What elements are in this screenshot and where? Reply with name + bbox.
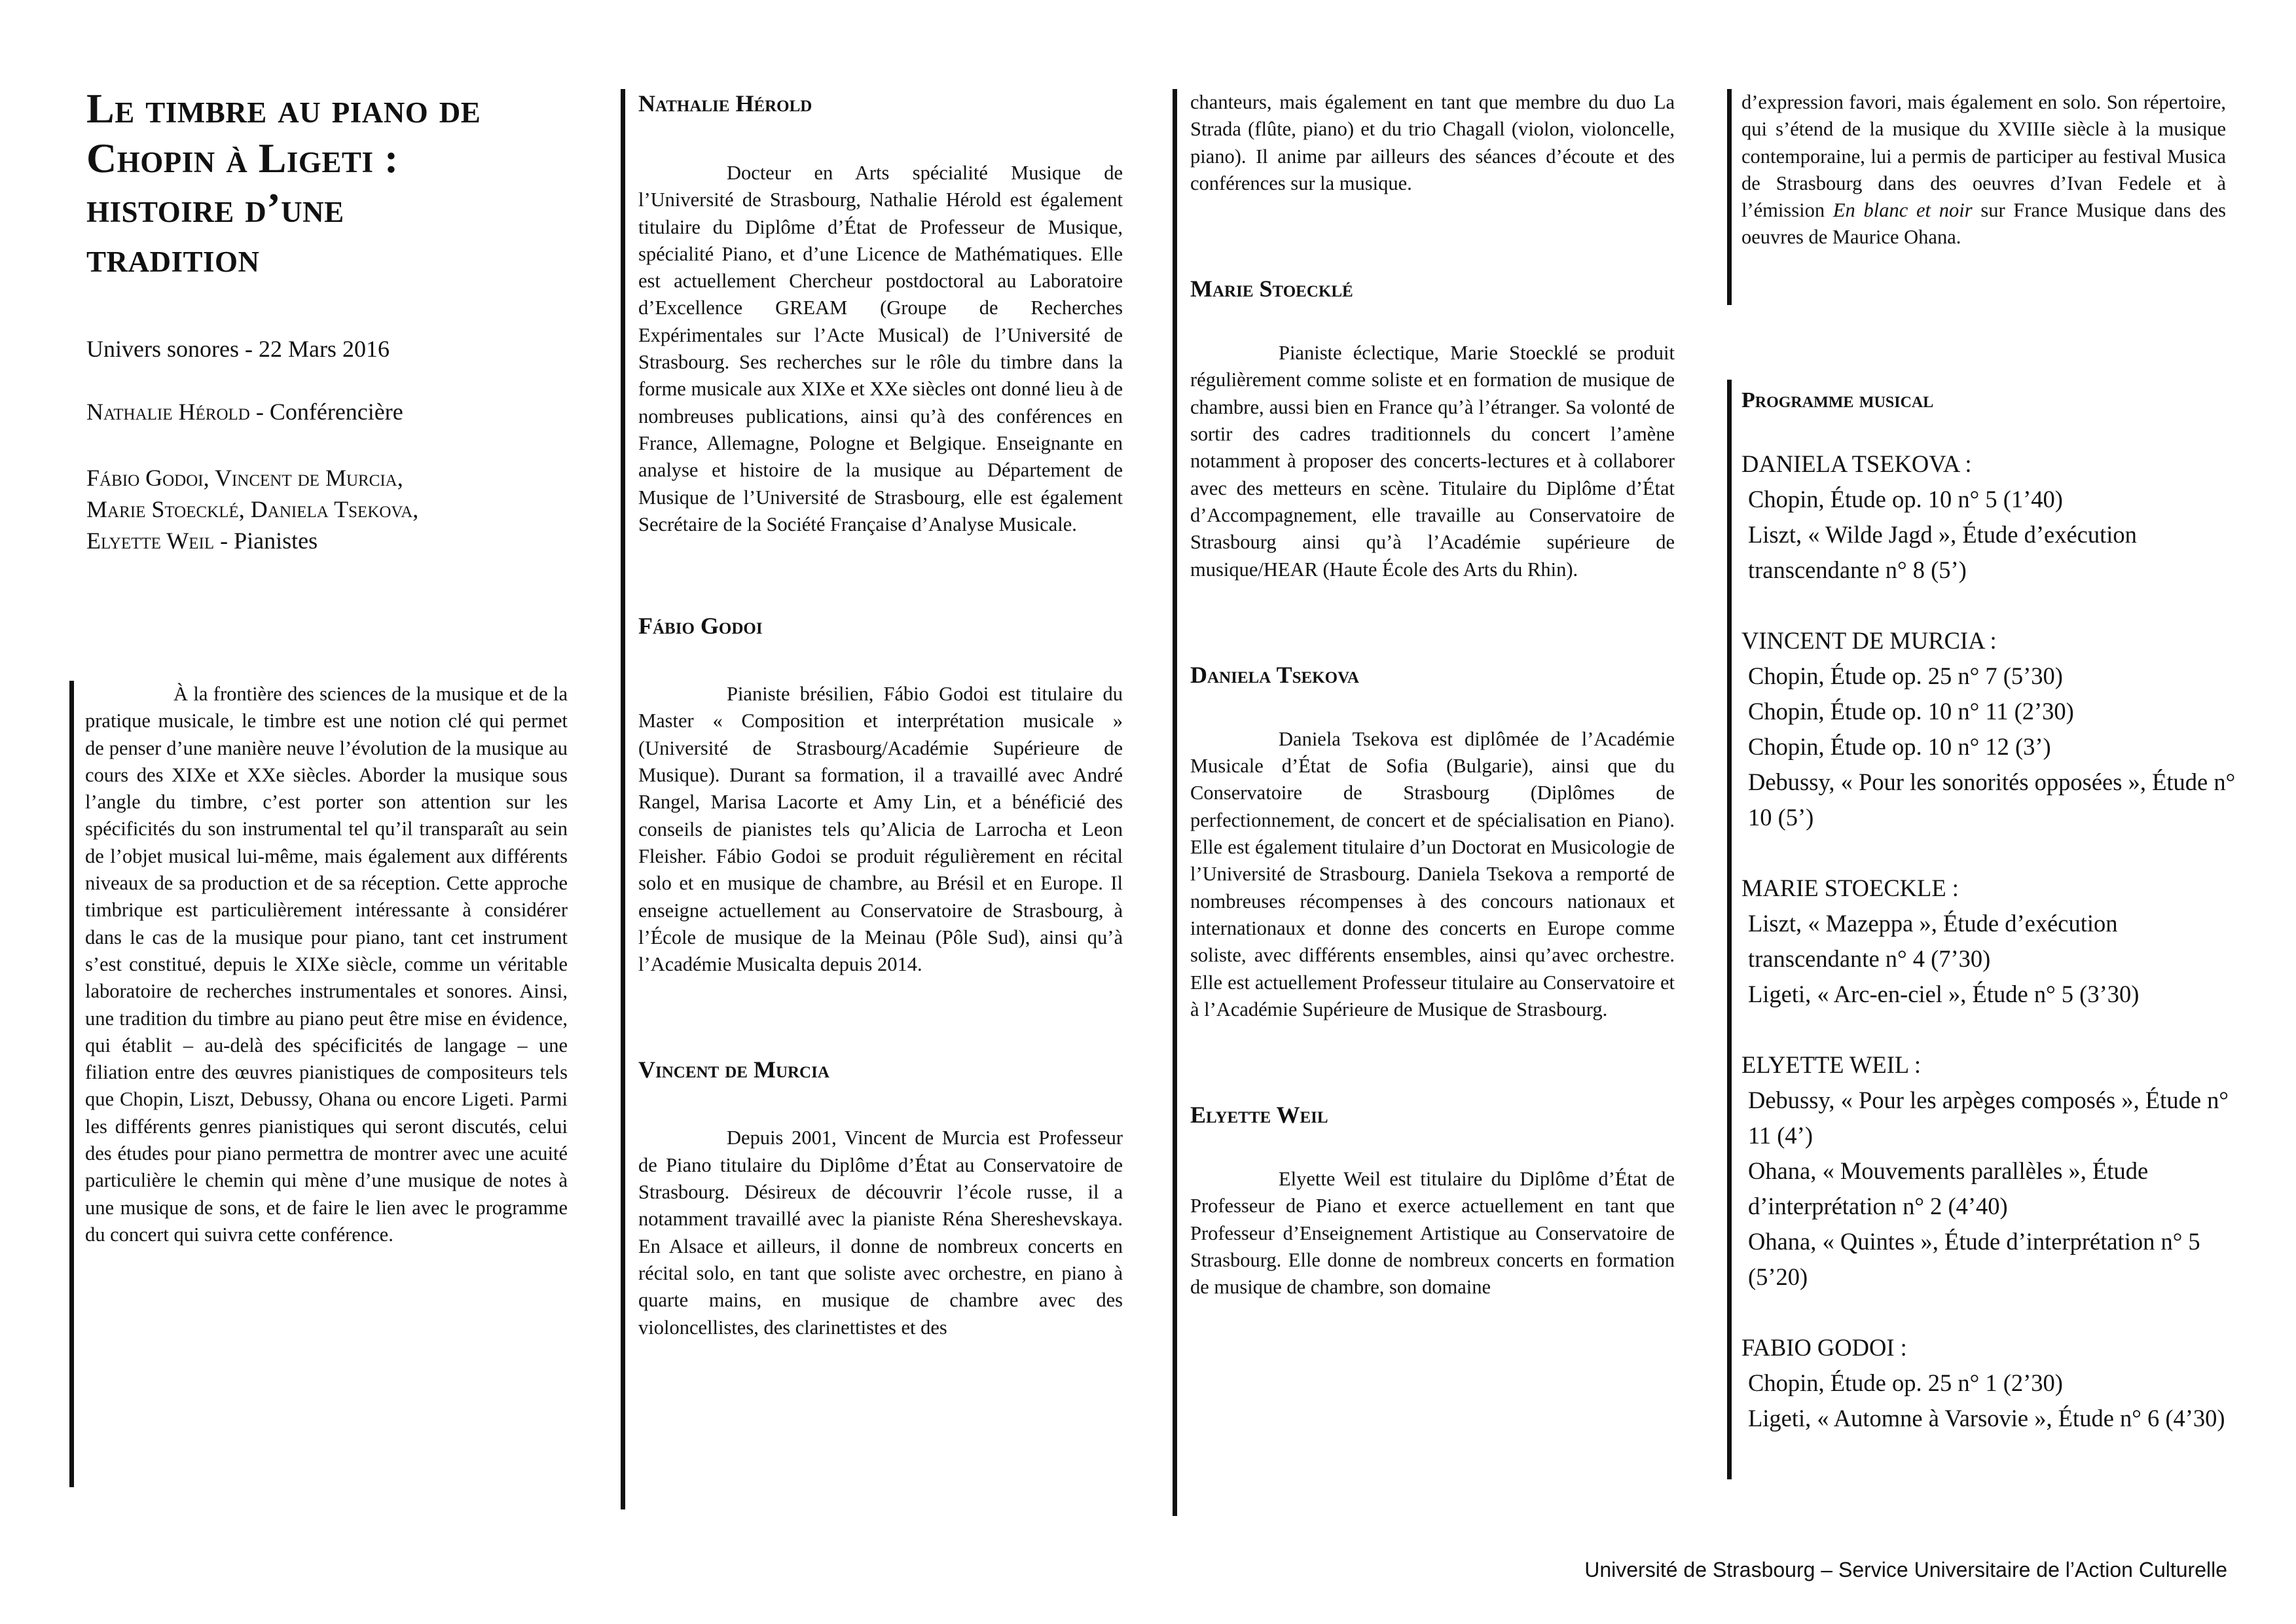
programme-group [1741,1330,2239,1436]
bio-text-godoi: Pianiste brésilien, Fábio Godoi est titulaire du Master « Composition et interprétation musicale » (Université de Strasbourg/Académie Supérieure de Musique). Durant sa formation, il a travaillé avec André Rangel, Marisa Lacorte et Amy Lin, et a bénéficié des conseils de pianistes tels qu’Alicia de Larrocha et Leon Fleisher. Fábio Godoi se produit régulièrement en récital solo et en musique de chambre, au Brésil et en Europe. Il enseigne actuellement au Conservatoire de Strasbourg, à l’École de musique de la Meinau (Pôle Sud), ainsi qu’à l’Académie Musicalta depuis 2014. [638,683,1123,976]
programme-item: Chopin, Étude op. 10 n° 5 (1’40) [1748,486,2063,513]
lecturer-line [86,395,597,428]
bio-heading-herold: Nathalie Hérold [638,90,812,117]
lecturer-name: Nathalie Hérold [86,399,250,425]
programme-item: Ohana, « Quintes », Étude d’interprétation n° 5 (5’20) [1748,1228,2200,1290]
bio-weil-continued [1741,89,2226,251]
programme-group [1741,446,2239,588]
programme-item: Debussy, « Pour les arpèges composés », Étude n° 11 (4’) [1748,1087,2229,1149]
column-rule [1727,380,1732,1479]
column-rule [621,89,625,1509]
programme-item: Liszt, « Wilde Jagd », Étude d’exécution transcendante n° 8 (5’) [1748,521,2137,583]
intro-text [85,681,568,1248]
bio-text-herold: Docteur en Arts spécialité Musique de l’Université de Strasbourg, Nathalie Hérold est également titulaire du Diplôme d’État de Professeur de Musique, spécialité Piano, et d’une Licence de Mathématiques. Elle est actuellement Chercheur postdoctoral au Laboratoire d’Excellence GREAM (Groupe de Recherches Expérimentales sur l’Acte Musical) de l’Université de Strasbourg. Ses recherches sur le rôle du timbre dans la forme musicale aux XIXe et XXe siècles ont donné lieu à de nombreuses publications, ainsi qu’à des conférences en France, Allemagne, Pologne et Belgique. Enseignante en analyse et histoire de la musique au Département de Musique de l’Université de Strasbourg, elle est également Secrétaire de la Société Française d’Analyse Musicale. [638,162,1123,535]
programme-performer: DANIELA TSEKOVA : [1741,450,1972,477]
intro-paragraph: À la frontière des sciences de la musique et de la pratique musicale, le timbre est une notion clé qui permet de penser d’une manière neuve l’évolution de la musique au cours des XIXe et XXe siècles. Aborder la musique sous l’angle du timbre, c’est porter son attention sur les spécificités du son instrumental tel qu’il transparaît au sein de l’objet musical lui-même, mais également aux différents niveaux de sa production et de sa réception. Cette approche timbrique est particulièrement intéressante à considérer dans le cas de la musique pour piano, tant cet instrument s’est constitué, depuis le XIXe siècle, comme un véritable laboratoire de recherches instrumentales et sonores. Ainsi, une tradition du timbre au piano peut être mise en évidence, qui établit – au-delà des spécificités de langage – une filiation entre des œuvres pianistiques de compositeurs tels que Chopin, Liszt, Debussy, Ohana ou encore Ligeti. Parmi les différents genres pianistiques qui seront discutés, celui des études pour piano permettra de montrer avec une acuité particulière le chemin qui mène d’une musique de notes à une musique de sons, et de faire le lien avec le programme du concert qui suivra cette conférence. [85,683,568,1246]
bio-heading-stoeckle: Marie Stoecklé [1190,276,1353,302]
bio-heading-tsekova: Daniela Tsekova [1190,661,1359,688]
title-line: histoire d’une [86,185,344,231]
programme-group [1741,871,2239,1012]
programme-heading: Programme musical [1741,388,1934,412]
programme-group [1741,623,2239,835]
document-title [86,84,584,283]
column-rule [1727,89,1732,305]
pianists-names: Fábio Godoi, Vincent de Murcia, [86,465,403,491]
programme-item: Ligeti, « Automne à Varsovie », Étude n° 6 (4’30) [1748,1405,2225,1432]
bio-text-stoeckle: Pianiste éclectique, Marie Stoecklé se produit régulièrement comme soliste et en formation de musique de chambre, aussi bien en France qu’à l’étranger. Sa volonté de sortir des cadres traditionnels du concert l’amène notamment à proposer des concerts-lectures et à collaborer avec des metteurs en scène. Titulaire du Diplôme d’État d’Accompagnement, elle travaille au Conservatoire de Strasbourg ainsi qu’à l’Académie supérieure de musique/HEAR (Haute École des Arts du Rhin). [1190,342,1675,581]
bio-column-3 [1190,89,1675,1301]
programme-performer: FABIO GODOI : [1741,1334,1907,1361]
programme-item: Debussy, « Pour les sonorités opposées », Étude n° 10 (5’) [1748,768,2236,831]
bio-text-murcia: Depuis 2001, Vincent de Murcia est Professeur de Piano titulaire du Diplôme d’État au Conservatoire de Strasbourg. Désireux de découvrir l’école russe, il a notamment travaillé avec la pianiste Réna Shereshevskaya. En Alsace et ailleurs, il donne de nombreux concerts en récital solo, en tant que soliste avec orchestre, en piano à quarte mains, en musique de chambre avec des violoncellistes, des clarinettistes et des [638,1127,1123,1339]
programme-item: Chopin, Étude op. 25 n° 1 (2’30) [1748,1369,2063,1396]
bio-heading-murcia: Vincent de Murcia [638,1056,829,1083]
footer-institution: Université de Strasbourg – Service Universitaire de l’Action Culturelle [1584,1558,2227,1581]
title-line: tradition [86,234,260,281]
bio-text-murcia-continued: chanteurs, mais également en tant que membre du duo La Strada (flûte, piano) et du trio Chagall (violon, violoncelle, piano). Il anime par ailleurs des séances d’écoute et des conférences sur la musique. [1190,91,1675,194]
title-line: Le timbre au piano de [86,85,481,132]
bio-text-tsekova: Daniela Tsekova est diplômée de l’Académie Musicale d’État de Sofia (Bulgarie), ainsi que du Conservatoire de Strasbourg (Diplômes de perfectionnement, de concert et de spécialisation en Piano). Elle est également titulaire d’un Doctorat en Musicologie de l’Université de Strasbourg. Daniela Tsekova a remporté de nombreuses récompenses à des concours nationaux et internationaux et donne des concerts en Europe comme soliste, avec différents ensembles, ainsi qu’avec orchestre. Elle est actuellement Professeur titulaire au Conservatoire et à l’Académie Supérieure de Musique de Strasbourg. [1190,727,1675,1020]
programme-performer: MARIE STOECKLE : [1741,875,1959,901]
column-rule [1173,89,1177,1516]
programme-item: Chopin, Étude op. 25 n° 7 (5’30) [1748,662,2063,689]
pianists-role: - Pianistes [214,528,318,554]
programme-item: Ohana, « Mouvements parallèles », Étude d’interprétation n° 2 (4’40) [1748,1157,2149,1219]
title-line: Chopin à Ligeti : [86,135,399,181]
bio-heading-godoi: Fábio Godoi [638,613,763,640]
bio-text-weil-continued: d’expression favori, mais également en solo. Son répertoire, qui s’étend de la musique du XVIIIe siècle à la musique contemporaine, lui a permis de participer au festival Musica de Strasbourg dans des oeuvres d’Ivan Fedele et à l’émission En blanc et noir sur France Musique dans des oeuvres de Maurice Ohana. [1741,91,2226,249]
bio-text-weil: Elyette Weil est titulaire du Diplôme d’État de Professeur de Piano et exerce actuellement en tant que Professeur d’Enseignement Artistique au Conservatoire de Strasbourg. Elle donne de nombreux concerts en formation de musique de chambre, son domaine [1190,1168,1675,1299]
radio-show-title: En blanc et noir [1832,199,1973,222]
programme-group [1741,1047,2239,1295]
pianists-names: Elyette Weil [86,528,215,554]
lecturer-role: - Conférencière [249,399,403,425]
pianists-names: Marie Stoecklé, Daniela Tsekova, [86,496,419,522]
event-line: Univers sonores - 22 Mars 2016 [86,336,390,362]
programme [1741,386,2239,1471]
bio-heading-weil: Elyette Weil [1190,1102,1328,1128]
programme-item: Ligeti, « Arc-en-ciel », Étude n° 5 (3’30) [1748,981,2140,1007]
programme-item: Chopin, Étude op. 10 n° 12 (3’) [1748,733,2051,760]
programme-item: Liszt, « Mazeppa », Étude d’exécution transcendante n° 4 (7’30) [1748,910,2118,972]
programme-performer: VINCENT DE MURCIA : [1741,627,1997,654]
programme-performer: ELYETTE WEIL : [1741,1051,1922,1078]
programme-item: Chopin, Étude op. 10 n° 11 (2’30) [1748,698,2074,725]
bio-column-2 [638,89,1123,1341]
column-rule [69,681,74,1487]
pianists-line [86,462,597,556]
